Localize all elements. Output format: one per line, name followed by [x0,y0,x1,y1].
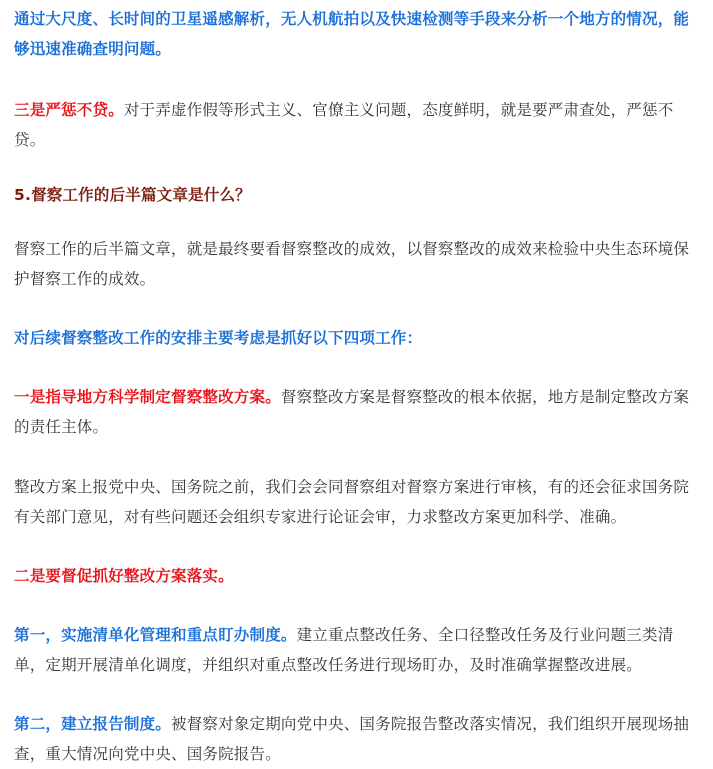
paragraph-text: 被督察对象定期向党中央、国务院报告整改落实情况，我们组织开展现场抽查，重大情况向党中央、国务院报告。 [14,715,690,763]
paragraph-satellite-analysis [14,4,694,64]
paragraph-text: 建立重点整改任务、全口径整改任务及行业问题三类清单，定期开展清单化调度，并组织对重点整改任务进行现场盯办，及时准确掌握整改进展。 [14,626,674,674]
paragraph-task-two [14,561,694,591]
paragraph-lead: 5.督察工作的后半篇文章是什么？ [14,186,251,204]
paragraph-task-one [14,382,694,442]
paragraph-lead: 第二，建立报告制度。 [14,715,172,733]
paragraph-second-half [14,234,694,294]
paragraph-lead: 二是要督促抓好整改方案落实。 [14,567,234,585]
paragraph-text: 对于弄虚作假等形式主义、官僚主义问题，态度鲜明，就是要严肃查处，严惩不贷。 [14,101,674,149]
paragraph-punishment [14,95,694,155]
paragraph-text: 督察整改方案是督察整改的根本依据，地方是制定整改方案的责任主体。 [14,388,690,436]
paragraph-plan-review [14,472,694,532]
question-heading [14,180,694,210]
paragraph-lead: 通过大尺度、长时间的卫星遥感解析，无人机航拍以及快速检测等手段来分析一个地方的情况，能够迅速准确查明问题。 [14,10,690,58]
paragraph-text: 整改方案上报党中央、国务院之前，我们会会同督察组对督察方案进行审核，有的还会征求国务院有关部门意见，对有些问题还会组织专家进行论证会审，力求整改方案更加科学、准确。 [14,478,690,526]
paragraph-lead: 第一，实施清单化管理和重点盯办制度。 [14,626,297,644]
paragraph-four-tasks [14,323,694,353]
paragraph-lead: 对后续督察整改工作的安排主要考虑是抓好以下四项工作： [14,329,423,347]
paragraph-text: 督察工作的后半篇文章，就是最终要看督察整改的成效，以督察整改的成效来检验中央生态环境保护督察工作的成效。 [14,240,690,288]
paragraph-second-measure [14,709,694,769]
paragraph-lead: 三是严惩不贷。 [14,101,124,119]
paragraph-first-measure [14,620,694,680]
paragraph-lead: 一是指导地方科学制定督察整改方案。 [14,388,281,406]
